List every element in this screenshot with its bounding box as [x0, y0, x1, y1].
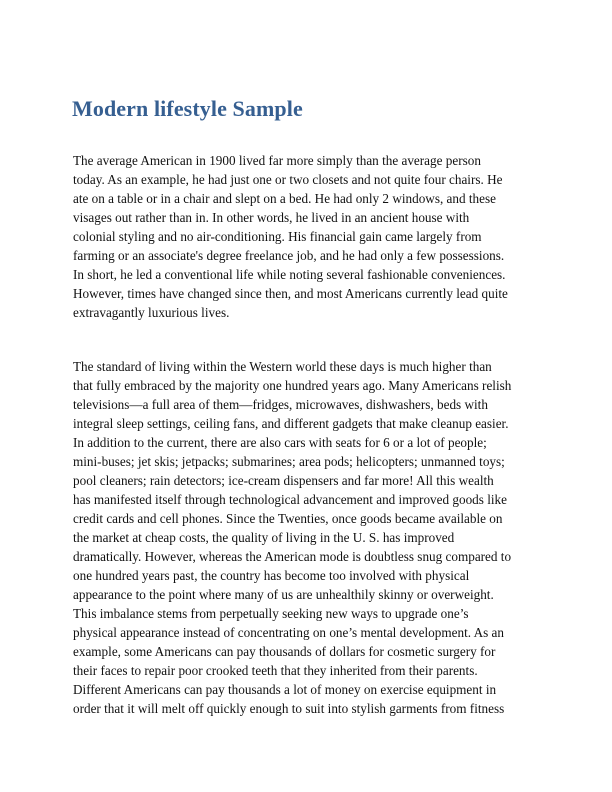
paragraph-line: that fully embraced by the majority one hundred years ago. Many Americans relish [73, 378, 512, 393]
paragraph-line: However, times have changed since then, and most Americans currently lead quite [73, 286, 508, 301]
paragraph-line: This imbalance stems from perpetually seeking new ways to upgrade one’s [73, 606, 469, 621]
paragraph-line: televisions—a full area of them—fridges, microwaves, dishwashers, beds with [73, 397, 488, 412]
paragraph-line: colonial styling and no air-conditioning. His financial gain came largely from [73, 229, 482, 244]
paragraph-line: The standard of living within the Western world these days is much higher than [73, 359, 492, 374]
paragraph-1 [73, 151, 553, 322]
paragraph-line: one hundred years past, the country has become too involved with physical [73, 568, 470, 583]
paragraph-line: today. As an example, he had just one or two closets and not quite four chairs. He [73, 172, 503, 187]
paragraph-line: The average American in 1900 lived far more simply than the average person [73, 153, 481, 168]
paragraph-line: integral sleep settings, ceiling fans, and different gadgets that make cleanup easier. [73, 416, 509, 431]
paragraph-line: extravagantly luxurious lives. [73, 305, 230, 320]
paragraph-line: Different Americans can pay thousands a lot of money on exercise equipment in [73, 682, 497, 697]
paragraph-line: physical appearance instead of concentrating on one’s mental development. As an [73, 625, 505, 640]
document-title: Modern lifestyle Sample [72, 96, 303, 121]
paragraph-line: mini-buses; jet skis; jetpacks; submarines; area pods; helicopters; unmanned toys; [73, 454, 505, 469]
paragraph-line: In short, he led a conventional life while noting several fashionable conveniences. [73, 267, 506, 282]
paragraph-line: farming or an associate's degree freelance job, and he had only a few possessions. [73, 248, 505, 263]
paragraph-line: order that it will melt off quickly enough to suit into stylish garments from fitness [73, 701, 505, 716]
paragraph-line: ate on a table or in a chair and slept on a bed. He had only 2 windows, and these [73, 191, 496, 206]
paragraph-line: In addition to the current, there are also cars with seats for 6 or a lot of people; [73, 435, 487, 450]
paragraph-2 [73, 357, 553, 718]
paragraph-line: visages out rather than in. In other words, he lived in an ancient house with [73, 210, 470, 225]
paragraph-line: has manifested itself through technological advancement and improved goods like [73, 492, 507, 507]
paragraph-line: dramatically. However, whereas the American mode is doubtless snug compared to [73, 549, 512, 564]
paragraph-line: pool cleaners; rain detectors; ice-cream dispensers and far more! All this wealth [73, 473, 494, 488]
paragraph-line: their faces to repair poor crooked teeth that they inherited from their parents. [73, 663, 478, 678]
paragraph-line: example, some Americans can pay thousands of dollars for cosmetic surgery for [73, 644, 496, 659]
paragraph-line: appearance to the point where many of us are unhealthily skinny or overweight. [73, 587, 494, 602]
paragraph-line: the market at cheap costs, the quality of living in the U. S. has improved [73, 530, 455, 545]
paragraph-line: credit cards and cell phones. Since the Twenties, once goods became available on [73, 511, 503, 526]
